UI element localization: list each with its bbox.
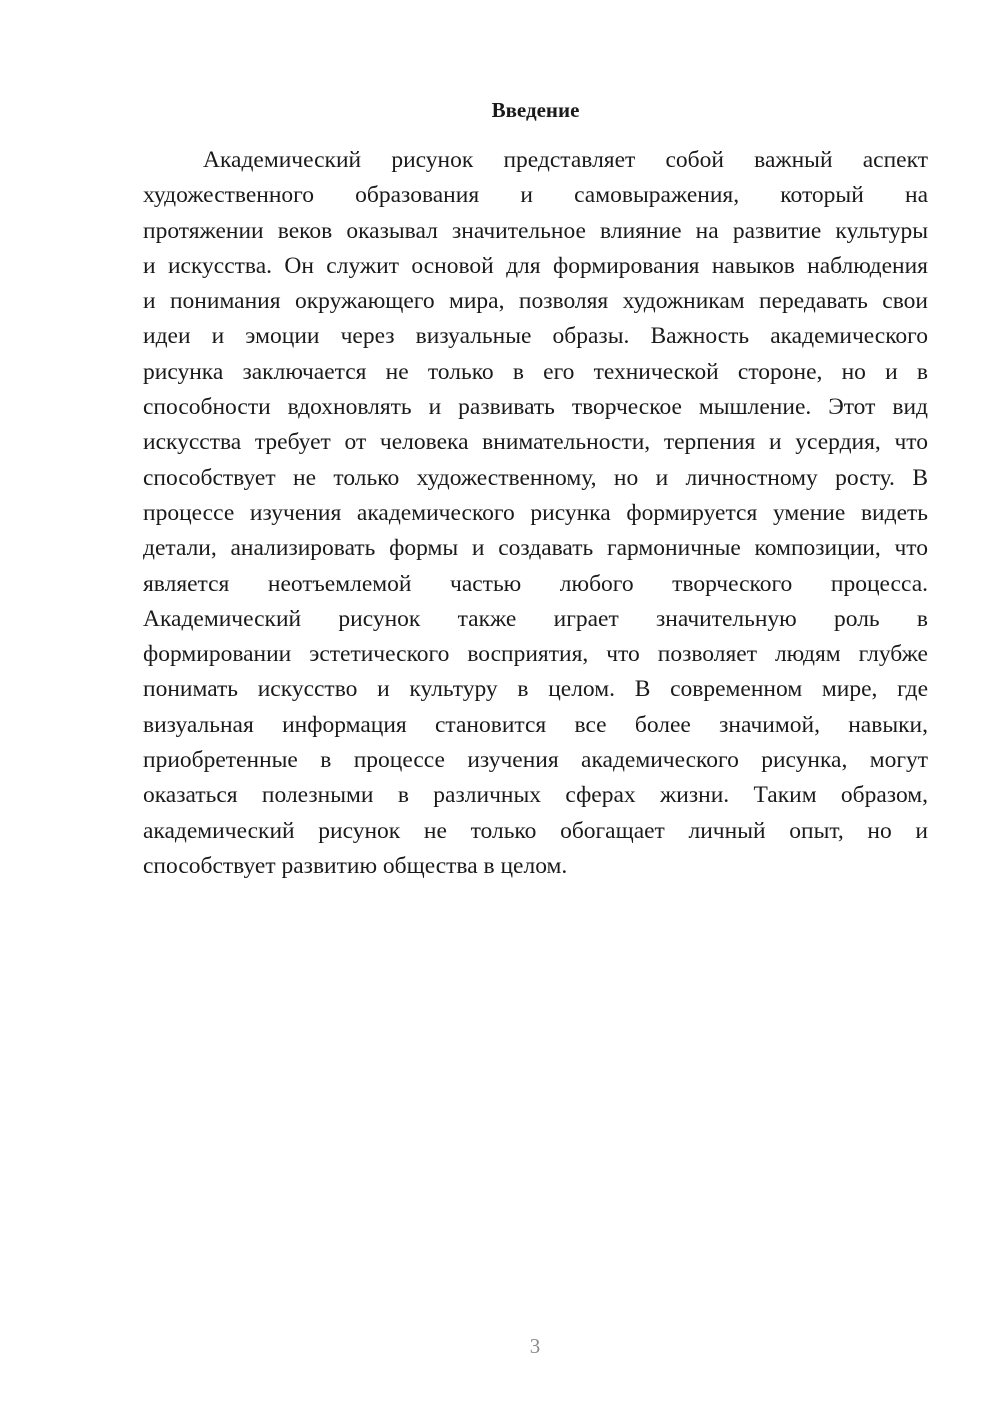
paragraph-line: визуальная информация становится все более значимой, навыки, — [143, 711, 928, 738]
paragraph-line: Академический рисунок представляет собой важный аспект — [203, 147, 928, 173]
paragraph-line: понимать искусство и культуру в целом. В современном мире, где — [143, 676, 928, 703]
paragraph-line: формировании эстетического восприятия, что позволяет людям глубже — [143, 641, 928, 668]
paragraph-line: Академический рисунок также играет значительную роль в — [143, 605, 928, 632]
paragraph-line: академический рисунок не только обогащает личный опыт, но и — [143, 817, 928, 844]
paragraph-line: рисунка заключается не только в его технической стороне, но и в — [143, 358, 928, 385]
paragraph-line: детали, анализировать формы и создавать гармоничные композиции, что — [143, 535, 928, 562]
section-heading: Введение — [491, 98, 580, 122]
paragraph-line: способствует не только художественному, но и личностному росту. В — [143, 464, 928, 491]
paragraph-line: процессе изучения академического рисунка формируется умение видеть — [143, 499, 928, 526]
paragraph-line: и искусства. Он служит основой для формирования навыков наблюдения — [143, 252, 928, 279]
paragraph-line: и понимания окружающего мира, позволяя художникам передавать свои — [143, 288, 928, 315]
paragraph-line: способности вдохновлять и развивать творческое мышление. Этот вид — [143, 394, 928, 421]
paragraph-line: оказаться полезными в различных сферах жизни. Таким образом, — [143, 782, 928, 809]
body-paragraph — [143, 143, 928, 884]
paragraph-line: идеи и эмоции через визуальные образы. Важность академического — [143, 323, 928, 350]
paragraph-line: способствует развитию общества в целом. — [143, 852, 568, 879]
paragraph-line: является неотъемлемой частью любого творческого процесса. — [143, 570, 928, 597]
page-number: 3 — [529, 1334, 541, 1358]
paragraph-line: протяжении веков оказывал значительное влияние на развитие культуры — [143, 217, 928, 244]
paragraph-line: искусства требует от человека внимательности, терпения и усердия, что — [143, 429, 928, 456]
paragraph-line: приобретенные в процессе изучения академического рисунка, могут — [143, 747, 928, 774]
paragraph-line: художественного образования и самовыражения, который на — [143, 182, 928, 209]
